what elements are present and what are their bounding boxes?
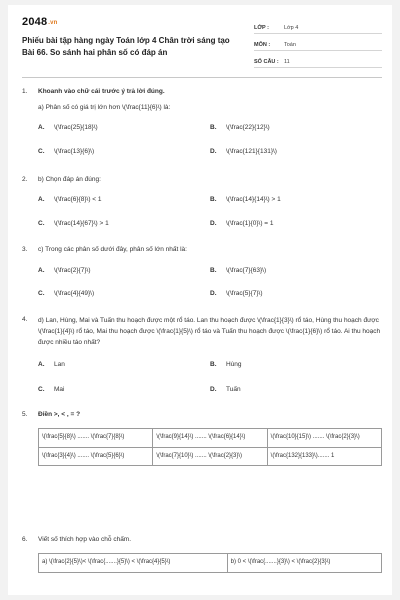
table-cell[interactable]: \(\frac{9}{14}\) ....... \(\frac{6}{14}\) [153, 429, 267, 448]
meta-key: SỐ CÂU : [254, 59, 279, 65]
option-letter: C. [38, 290, 45, 297]
option-d[interactable] [210, 147, 382, 157]
option-c[interactable] [38, 385, 210, 395]
option-c[interactable] [38, 289, 210, 299]
document-title: Phiếu bài tập hàng ngày Toán lớp 4 Chân trời sáng tạo Bài 66. So sánh hai phân số có đáp án [22, 36, 230, 57]
option-letter: D. [210, 220, 217, 227]
option-text: \(\frac{1}{0}\) = 1 [226, 220, 274, 227]
option-b[interactable] [210, 195, 382, 205]
option-text: \(\frac{6}{8}\) < 1 [54, 196, 102, 203]
option-d[interactable] [210, 289, 382, 299]
option-a[interactable] [38, 195, 210, 205]
question-number: 6. [22, 536, 28, 543]
option-letter: A. [38, 196, 45, 203]
compare-table [38, 428, 382, 466]
option-text: Mai [54, 386, 65, 393]
meta-row-grade [254, 17, 382, 34]
option-letter: D. [210, 386, 217, 393]
table-cell[interactable]: \(\frac{5}{8}\) ....... \(\frac{7}{8}\) [39, 429, 153, 448]
meta-row-count [254, 51, 382, 68]
option-text: \(\frac{14}{14}\) > 1 [226, 196, 281, 203]
option-text: \(\frac{13}{6}\) [54, 148, 95, 155]
option-a[interactable] [38, 266, 210, 276]
option-text: Tuấn [226, 386, 241, 393]
table-row [39, 554, 382, 573]
option-text: \(\frac{22}{12}\) [226, 124, 270, 131]
option-letter: D. [210, 148, 217, 155]
option-letter: C. [38, 148, 45, 155]
option-b[interactable] [210, 123, 382, 133]
option-text: \(\frac{2}{7}\) [54, 267, 91, 274]
option-text: \(\frac{7}{63}\) [226, 267, 267, 274]
option-d[interactable] [210, 385, 382, 395]
table-row [39, 429, 382, 448]
option-a[interactable] [38, 360, 210, 370]
option-letter: A. [38, 361, 45, 368]
brand-logo[interactable] [22, 16, 58, 28]
meta-value: Lớp 4 [284, 25, 299, 31]
question-text: Khoanh vào chữ cái trước ý trả lời đúng. [38, 88, 165, 95]
option-letter: B. [210, 267, 217, 274]
option-letter: B. [210, 361, 217, 368]
table-cell[interactable]: \(\frac{10}{15}\) ....... \(\frac{2}{3}\) [267, 429, 381, 448]
table-cell[interactable]: a) \(\frac{2}{5}\)< \(\frac{.......}{5}\) < \(\frac{4}{5}\) [39, 554, 228, 573]
question-3 [22, 245, 382, 299]
meta-value: 11 [284, 59, 290, 65]
meta-value: Toán [284, 42, 296, 48]
option-text: Lan [54, 361, 65, 368]
question-subtext: a) Phân số có giá trị lớn hơn \(\frac{11}{6}\) là: [38, 104, 171, 111]
option-letter: A. [38, 267, 45, 274]
table-cell[interactable]: \(\frac{3}{4}\) ....... \(\frac{5}{6}\) [39, 447, 153, 466]
option-text: Hùng [226, 361, 242, 368]
option-a[interactable] [38, 123, 210, 133]
question-number: 4. [22, 316, 28, 323]
worksheet-page [8, 5, 392, 595]
option-letter: D. [210, 290, 217, 297]
option-text: \(\frac{5}{7}\) [226, 290, 263, 297]
fill-table [38, 553, 382, 573]
table-cell[interactable]: \(\frac{132}{133}\)....... 1 [267, 447, 381, 466]
option-letter: B. [210, 124, 217, 131]
option-letter: C. [38, 220, 45, 227]
question-number: 1. [22, 88, 28, 95]
question-number: 3. [22, 246, 28, 253]
meta-key: MÔN : [254, 42, 271, 48]
table-cell[interactable]: \(\frac{7}{10}\) ....... \(\frac{2}{3}\) [153, 447, 267, 466]
question-text: d) Lan, Hùng, Mai và Tuấn thu hoạch được một rổ táo. Lan thu hoạch được \(\frac{1}{3}\) rổ táo, Hùng thu hoạch được \(\frac{1}{4}\) rổ táo, Mai thu hoạch được \(\frac{1}{5}\) rổ táo và Tuấn thu hoạch được \(\frac{1}{6}\) rổ táo. Ai thu hoạch được nhiều táo nhất? [38, 317, 381, 346]
option-text: \(\frac{25}{18}\) [54, 124, 98, 131]
option-b[interactable] [210, 360, 382, 370]
option-list [38, 266, 382, 299]
table-row [39, 447, 382, 466]
meta-key: LỚP : [254, 25, 269, 31]
question-text: Viết số thích hợp vào chỗ chấm. [38, 536, 132, 543]
option-b[interactable] [210, 266, 382, 276]
question-1 [22, 87, 382, 157]
option-c[interactable] [38, 219, 210, 229]
brand-suffix: .vn [48, 20, 58, 26]
brand-name: 2048 [22, 16, 48, 28]
option-letter: C. [38, 386, 45, 393]
question-text: c) Trong các phân số dưới đây, phân số lớn nhất là: [38, 246, 187, 253]
option-list [38, 123, 382, 157]
option-list [38, 360, 382, 395]
question-4 [22, 315, 382, 395]
option-text: \(\frac{4}{49}\) [54, 290, 95, 297]
option-letter: B. [210, 196, 217, 203]
question-text: Điền >, < , = ? [38, 411, 81, 418]
question-2 [22, 175, 382, 229]
option-d[interactable] [210, 219, 382, 229]
question-6 [22, 535, 382, 573]
table-cell[interactable]: b) 0 < \(\frac{.......}{3}\) < \(\frac{2}{3}\) [227, 554, 381, 573]
option-list [38, 195, 382, 229]
option-text: \(\frac{14}{67}\) > 1 [54, 220, 109, 227]
option-letter: A. [38, 124, 45, 131]
option-c[interactable] [38, 147, 210, 157]
question-5 [22, 410, 382, 466]
meta-info [254, 17, 382, 68]
option-text: \(\frac{121}{131}\) [226, 148, 277, 155]
question-text: b) Chọn đáp án đúng: [38, 176, 101, 183]
question-number: 2. [22, 176, 28, 183]
header-divider [22, 77, 382, 78]
question-number: 5. [22, 411, 28, 418]
meta-row-subject [254, 34, 382, 51]
